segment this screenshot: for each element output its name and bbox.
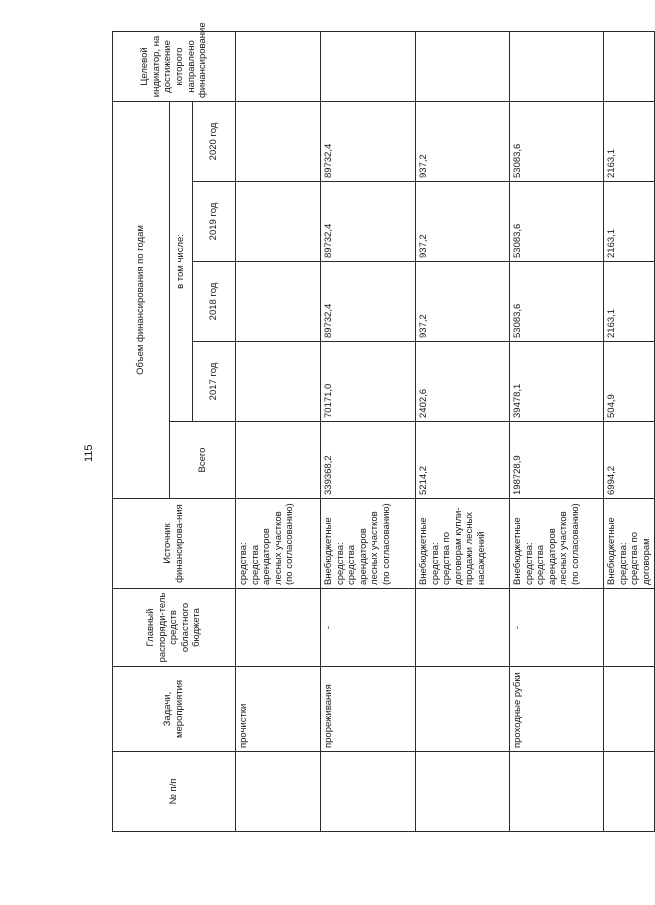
cell-no: [510, 752, 604, 832]
cell-task: [604, 667, 655, 752]
cell-indicator: [510, 31, 604, 101]
cell-source: Внебюджетные средства: средства по договорам: [604, 499, 655, 589]
header-incl: в том числе:: [170, 101, 193, 421]
cell-no: [416, 752, 510, 832]
cell-admin: [604, 589, 655, 667]
cell-2018: 89732,4: [321, 262, 416, 342]
cell-total: 6994,2: [604, 422, 655, 499]
header-2019: 2019 год: [193, 182, 236, 262]
cell-2017: 2402,6: [416, 342, 510, 422]
cell-2020: 53083,6: [510, 101, 604, 181]
cell-2017: [236, 342, 321, 422]
cell-indicator: [416, 31, 510, 101]
cell-2020: 89732,4: [321, 101, 416, 181]
cell-admin: [236, 589, 321, 667]
cell-2017: 504,9: [604, 342, 655, 422]
cell-2019: 2163,1: [604, 182, 655, 262]
cell-2019: [236, 182, 321, 262]
header-volume: Объем финансирования по годам: [113, 101, 170, 498]
financing-table: [112, 22, 655, 832]
page-number: 115: [83, 444, 95, 462]
cell-2018: 937,2: [416, 262, 510, 342]
cell-source: средства: средства арендаторов лесных участков (по согласованию): [236, 499, 321, 589]
cell-task: прореживания: [321, 667, 416, 752]
cell-2017: 39478,1: [510, 342, 604, 422]
cell-total: 339368,2: [321, 422, 416, 499]
cell-total: 5214,2: [416, 422, 510, 499]
cell-no: [321, 752, 416, 832]
cell-admin: [416, 589, 510, 667]
cell-indicator: [321, 31, 416, 101]
cell-2020: 937,2: [416, 101, 510, 181]
header-indicator: Целевой индикатор, на достижение которого направлено финансирование: [113, 31, 236, 101]
cell-2020: 2163,1: [604, 101, 655, 181]
cell-task: проходные рубки: [510, 667, 604, 752]
cell-admin: -: [510, 589, 604, 667]
cell-2020: [236, 101, 321, 181]
rotated-table-container: [112, 22, 652, 832]
header-admin: Главный распоряди-тель средств областного бюджета: [113, 589, 236, 667]
cell-2017: 70171,0: [321, 342, 416, 422]
table-row: [510, 31, 604, 831]
header-2018: 2018 год: [193, 262, 236, 342]
cell-2018: 53083,6: [510, 262, 604, 342]
cell-task: [416, 667, 510, 752]
table-row: [416, 31, 510, 831]
cell-admin: -: [321, 589, 416, 667]
cell-source: Внебюджетные средства: средства арендаторов лесных участков (по согласованию): [321, 499, 416, 589]
cell-indicator: [604, 31, 655, 101]
header-source: Источник финансирова-ния: [113, 499, 236, 589]
cell-no: [604, 752, 655, 832]
table-row: [604, 31, 655, 831]
cell-indicator: [236, 31, 321, 101]
cell-source: Внебюджетные средства: средства арендаторов лесных участков (по согласованию): [510, 499, 604, 589]
cell-2018: [236, 262, 321, 342]
header-total: Всего: [170, 422, 236, 499]
cell-total: [236, 422, 321, 499]
cell-2019: 89732,4: [321, 182, 416, 262]
header-task: Задачи, мероприятия: [113, 667, 236, 752]
cell-no: [236, 752, 321, 832]
cell-2018: 2163,1: [604, 262, 655, 342]
cell-task: прочистки: [236, 667, 321, 752]
header-2020: 2020 год: [193, 101, 236, 181]
header-2017: 2017 год: [193, 342, 236, 422]
table-row: [321, 31, 416, 831]
cell-2019: 53083,6: [510, 182, 604, 262]
cell-total: 198728,9: [510, 422, 604, 499]
cell-source: Внебюджетные средства: средства по договорам купли-продажи лесных насаждений: [416, 499, 510, 589]
cell-2019: 937,2: [416, 182, 510, 262]
header-no: № п/п: [113, 752, 236, 832]
table-row: [236, 31, 321, 831]
